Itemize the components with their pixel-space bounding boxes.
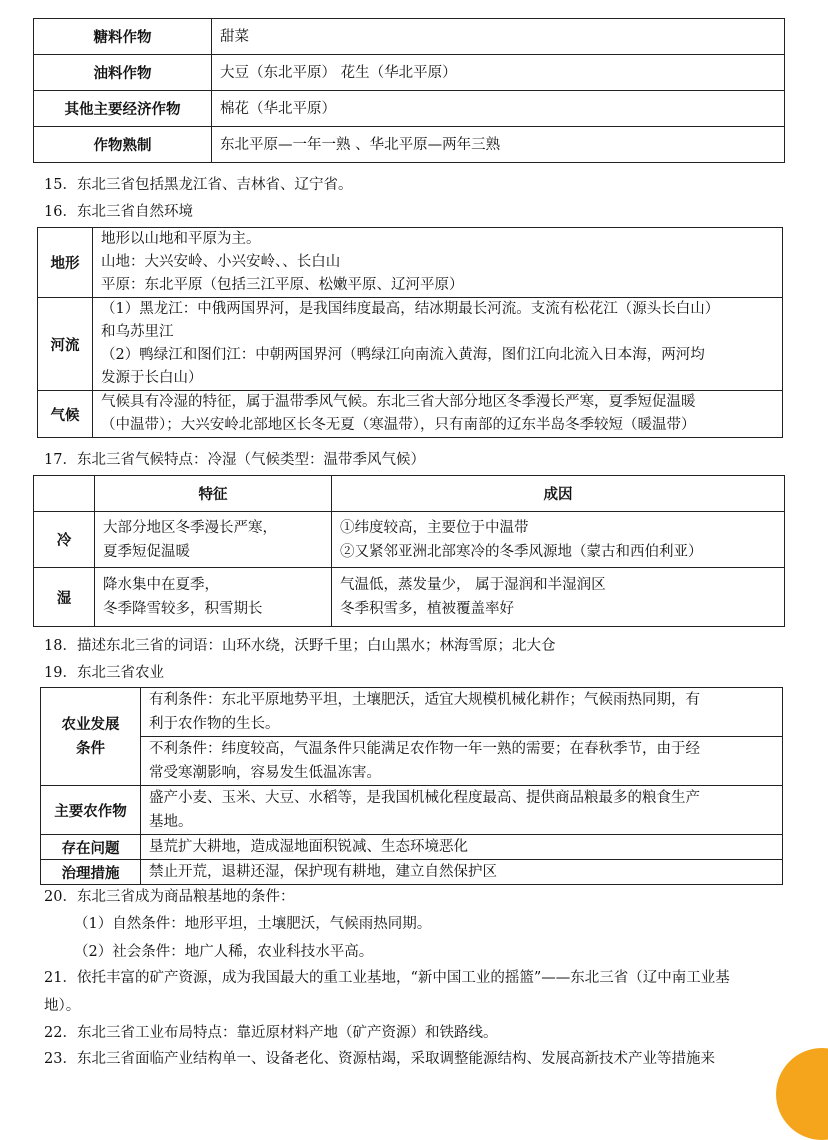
problems-content: 垦荒扩大耕地，造成湿地面积锐减、生态环境恶化 (141, 835, 783, 860)
item-20-natural: （1）自然条件：地形平坦，土壤肥沃，气候雨热同期。 (74, 916, 432, 932)
wet-cause: 气温低，蒸发量少， 属于湿润和半湿润区 冬季积雪多，植被覆盖率好 (332, 568, 785, 627)
header-feature: 特征 (95, 476, 332, 512)
favorable-conditions: 有利条件：东北平原地势平坦，土壤肥沃，适宜大规模机械化耕作；气候雨热同期，有 利于农作物的生长。 (141, 688, 783, 737)
wet-feature: 降水集中在夏季， 冬季降雪较多，积雪期长 (95, 568, 332, 627)
item-18: 18．描述东北三省的词语：山环水绕，沃野千里；白山黑水；林海雪原；北大仓 (44, 638, 556, 654)
row-value: 甜菜 (212, 19, 785, 55)
unfavorable-conditions: 不利条件：纬度较高，气温条件只能满足农作物一年一熟的需要；在春秋季节，由于经 常受寒潮影响，容易发生低温冻害。 (141, 737, 783, 786)
terrain-label: 地形 (38, 228, 93, 298)
header-empty (34, 476, 95, 512)
row-label: 油料作物 (34, 55, 212, 91)
crops-table (33, 18, 785, 163)
row-value: 棉花（华北平原） (212, 91, 785, 127)
wet-label: 湿 (34, 568, 95, 627)
crops-content: 盛产小麦、玉米、大豆、水稻等，是我国机械化程度最高、提供商品粮最多的粮食生产 基地。 (141, 786, 783, 835)
item-22: 22．东北三省工业布局特点：靠近原材料产地（矿产资源）和铁路线。 (44, 1025, 498, 1041)
cold-cause: ①纬度较高，主要位于中温带 ②又紧邻亚洲北部寒冷的冬季风源地（蒙古和西伯利亚） (332, 512, 785, 568)
climate-features-table (33, 475, 785, 627)
item-16: 16．东北三省自然环境 (44, 204, 193, 220)
item-20: 20．东北三省成为商品粮基地的条件： (44, 889, 295, 905)
item-23: 23．东北三省面临产业结构单一、设备老化、资源枯竭，采取调整能源结构、发展高新技术产业等措施来 (44, 1051, 715, 1067)
item-21-line1: 21．依托丰富的矿产资源，成为我国最大的重工业基地，“新中国工业的摇篮”——东北三省（辽中南工业基 (44, 970, 730, 986)
row-label: 作物熟制 (34, 127, 212, 163)
cold-label: 冷 (34, 512, 95, 568)
item-20-social: （2）社会条件：地广人稀，农业科技水平高。 (74, 944, 374, 960)
cold-feature: 大部分地区冬季漫长严寒， 夏季短促温暖 (95, 512, 332, 568)
rivers-content: （1）黑龙江：中俄两国界河，是我国纬度最高，结冰期最长河流。支流有松花江（源头长白山） 和乌苏里江 （2）鸭绿江和图们江：中朝两国界河（鸭绿江向南流入黄海，图们江向北流入日本海，两河均 发源于长白山） (93, 298, 783, 391)
row-value: 东北平原—一年一熟 、华北平原—两年三熟 (212, 127, 785, 163)
agriculture-table (40, 687, 783, 885)
conditions-label: 农业发展 条件 (41, 688, 141, 786)
row-value: 大豆（东北平原） 花生（华北平原） (212, 55, 785, 91)
climate-label: 气候 (38, 391, 93, 438)
crops-label: 主要农作物 (41, 786, 141, 835)
terrain-content: 地形以山地和平原为主。 山地：大兴安岭、小兴安岭、、长白山 平原：东北平原（包括三江平原、松嫩平原、辽河平原） (93, 228, 783, 298)
measures-content: 禁止开荒，退耕还湿，保护现有耕地，建立自然保护区 (141, 860, 783, 885)
row-label: 糖料作物 (34, 19, 212, 55)
measures-label: 治理措施 (41, 860, 141, 885)
row-label: 其他主要经济作物 (34, 91, 212, 127)
item-19: 19．东北三省农业 (44, 665, 164, 681)
rivers-label: 河流 (38, 298, 93, 391)
item-17: 17．东北三省气候特点：冷湿（气候类型：温带季风气候） (44, 452, 425, 468)
corner-decoration (776, 1048, 828, 1140)
header-cause: 成因 (332, 476, 785, 512)
problems-label: 存在问题 (41, 835, 141, 860)
natural-environment-table (37, 227, 783, 438)
item-15: 15．东北三省包括黑龙江省、吉林省、辽宁省。 (44, 177, 353, 193)
item-21-line2: 地）。 (44, 998, 81, 1014)
climate-content: 气候具有冷湿的特征，属于温带季风气候。东北三省大部分地区冬季漫长严寒，夏季短促温暖 （中温带）；大兴安岭北部地区长冬无夏（寒温带），只有南部的辽东半岛冬季较短（暖温带） (93, 391, 783, 438)
